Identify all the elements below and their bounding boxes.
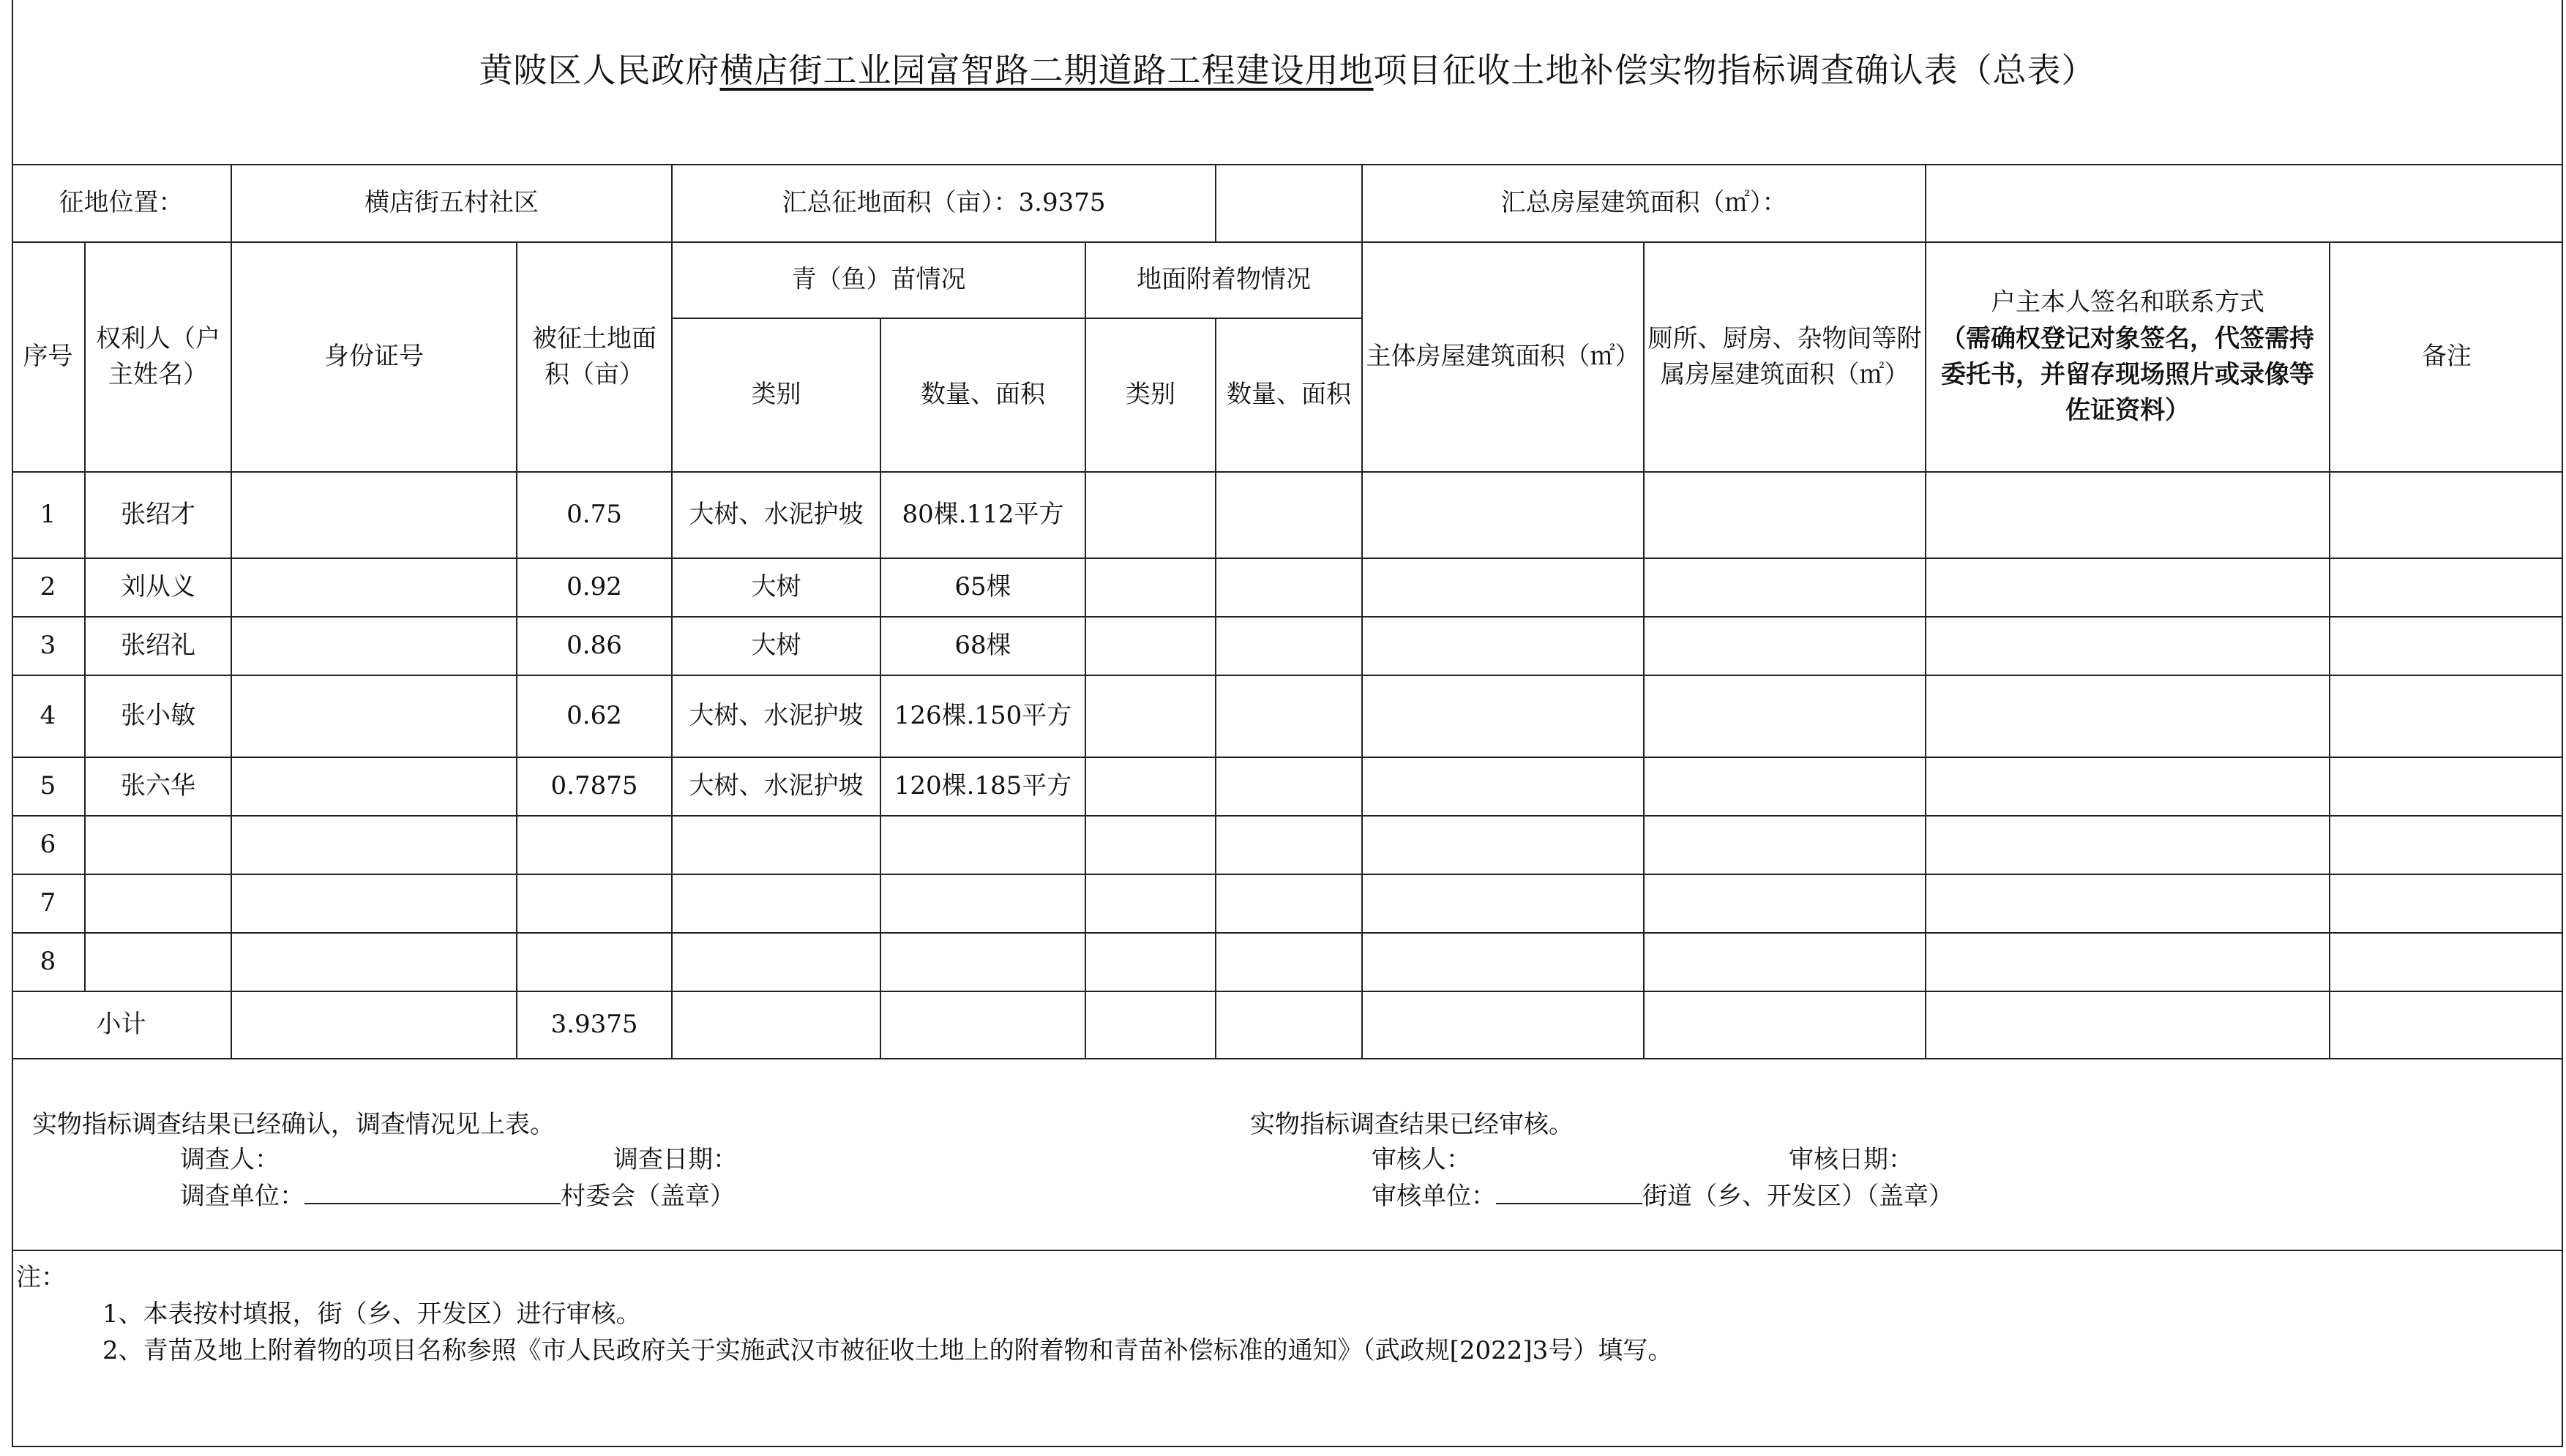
row-remark[interactable]: [2330, 874, 2563, 933]
row-seq: 1: [12, 472, 85, 558]
row-main-house-area: [1362, 472, 1644, 558]
row-id-number: [231, 558, 517, 617]
table-row: [12, 472, 2563, 558]
row-seedling-type: 大树、水泥护坡: [672, 675, 880, 757]
row-attachment-type: [1085, 617, 1216, 675]
row-signature[interactable]: [1926, 816, 2330, 874]
row-signature[interactable]: [1926, 558, 2330, 617]
building-area-value: [1926, 165, 2563, 242]
survey-table: [12, 164, 2563, 1059]
subtotal-label: 小计: [12, 991, 231, 1059]
subtotal-row: [12, 991, 2563, 1059]
table-row: [12, 757, 2563, 816]
row-seq: 2: [12, 558, 85, 617]
row-attachment-qty: [1216, 933, 1362, 991]
row-aux-house-area: [1644, 472, 1926, 558]
row-signature[interactable]: [1926, 757, 2330, 816]
row-remark[interactable]: [2330, 617, 2563, 675]
row-id-number: [231, 757, 517, 816]
row-seedling-qty: 126棵.150平方: [880, 675, 1085, 757]
header-id-number: 身份证号: [231, 242, 517, 472]
row-id-number: [231, 675, 517, 757]
signature-title: 户主本人签名和联系方式: [1991, 288, 2264, 318]
investigator-label: 调查人：: [180, 1145, 280, 1174]
header-seedling-qty: 数量、面积: [880, 318, 1085, 472]
row-aux-house-area: [1644, 757, 1926, 816]
row-remark[interactable]: [2330, 675, 2563, 757]
reviewer-label: 审核人：: [1372, 1145, 1471, 1174]
row-signature[interactable]: [1926, 675, 2330, 757]
row-seedling-qty: 120棵.185平方: [880, 757, 1085, 816]
subtotal-cell: [672, 991, 880, 1059]
row-remark[interactable]: [2330, 472, 2563, 558]
row-seq: 4: [12, 675, 85, 757]
row-seedling-type: [672, 874, 880, 933]
row-seedling-qty: 68棵: [880, 617, 1085, 675]
investigation-unit: [180, 1176, 735, 1212]
row-aux-house-area: [1644, 816, 1926, 874]
row-aux-house-area: [1644, 874, 1926, 933]
info-row: [12, 165, 2563, 242]
row-land-area: 0.75: [517, 472, 672, 558]
header-seedling-type: 类别: [672, 318, 880, 472]
row-main-house-area: [1362, 757, 1644, 816]
review-date-label: 审核日期：: [1789, 1145, 1913, 1174]
row-seedling-qty: [880, 933, 1085, 991]
note-item-1: 1、本表按村填报，街（乡、开发区）进行审核。: [102, 1299, 641, 1329]
row-land-area: [517, 874, 672, 933]
row-seedling-type: 大树、水泥护坡: [672, 472, 880, 558]
row-main-house-area: [1362, 558, 1644, 617]
row-owner: 张六华: [85, 757, 231, 816]
row-owner: [85, 874, 231, 933]
row-attachment-type: [1085, 933, 1216, 991]
row-owner: 张绍才: [85, 472, 231, 558]
row-main-house-area: [1362, 816, 1644, 874]
subtotal-cell: [1216, 991, 1362, 1059]
header-seedling-group: 青（鱼）苗情况: [672, 242, 1085, 318]
row-seedling-qty: [880, 816, 1085, 874]
row-main-house-area: [1362, 874, 1644, 933]
row-remark[interactable]: [2330, 757, 2563, 816]
header-owner: 权利人（户主姓名）: [85, 242, 231, 472]
investigation-unit-suffix: 村委会（盖章）: [561, 1182, 735, 1211]
row-seq: 6: [12, 816, 85, 874]
investigation-date-label: 调查日期：: [613, 1145, 738, 1174]
location-label: 征地位置：: [12, 165, 231, 242]
row-owner: 刘从义: [85, 558, 231, 617]
row-land-area: 0.92: [517, 558, 672, 617]
row-attachment-type: [1085, 816, 1216, 874]
row-seedling-qty: [880, 874, 1085, 933]
row-id-number: [231, 816, 517, 874]
building-area-label: 汇总房屋建筑面积（㎡）：: [1362, 165, 1926, 242]
row-seedling-type: 大树、水泥护坡: [672, 757, 880, 816]
table-row: [12, 617, 2563, 675]
table-row: [12, 933, 2563, 991]
table-row: [12, 816, 2563, 874]
row-owner: 张绍礼: [85, 617, 231, 675]
signature-note: （需确权登记对象签名，代签需持委托书，并留存现场照片或录像等佐证资料）: [1941, 323, 2314, 426]
review-unit-blank[interactable]: [1496, 1181, 1642, 1204]
review-unit-label: 审核单位：: [1372, 1182, 1496, 1211]
row-attachment-qty: [1216, 558, 1362, 617]
review-unit: [1372, 1176, 1953, 1212]
data-rows: [12, 472, 2563, 991]
row-main-house-area: [1362, 933, 1644, 991]
header-main-house-area: 主体房屋建筑面积（㎡）: [1362, 242, 1644, 472]
total-area-label: 汇总征地面积（亩）：3.9375: [672, 165, 1216, 242]
investigation-confirm-text: 实物指标调查结果已经确认，调查情况见上表。: [32, 1110, 555, 1139]
row-seq: 7: [12, 874, 85, 933]
row-owner: [85, 933, 231, 991]
notes-divider: [12, 1250, 2563, 1251]
row-seedling-type: 大树: [672, 558, 880, 617]
row-seedling-qty: 80棵.112平方: [880, 472, 1085, 558]
row-attachment-type: [1085, 757, 1216, 816]
review-confirm-text: 实物指标调查结果已经审核。: [1250, 1110, 1574, 1139]
info-empty-cell: [1216, 165, 1362, 242]
row-signature[interactable]: [1926, 874, 2330, 933]
row-main-house-area: [1362, 675, 1644, 757]
table-row: [12, 675, 2563, 757]
subtotal-cell: [880, 991, 1085, 1059]
subtotal-cell: [1362, 991, 1644, 1059]
row-land-area: 0.7875: [517, 757, 672, 816]
row-attachment-qty: [1216, 816, 1362, 874]
row-attachment-type: [1085, 472, 1216, 558]
row-land-area: [517, 933, 672, 991]
row-signature[interactable]: [1926, 617, 2330, 675]
row-attachment-qty: [1216, 675, 1362, 757]
row-aux-house-area: [1644, 933, 1926, 991]
row-seedling-type: [672, 933, 880, 991]
note-item-2: 2、青苗及地上附着物的项目名称参照《市人民政府关于实施武汉市被征收土地上的附着物和青苗补偿标准的通知》（武政规[2022]3号）填写。: [102, 1336, 1673, 1365]
row-attachment-type: [1085, 558, 1216, 617]
row-signature[interactable]: [1926, 472, 2330, 558]
row-seq: 3: [12, 617, 85, 675]
row-attachment-qty: [1216, 617, 1362, 675]
row-owner: 张小敏: [85, 675, 231, 757]
row-attachment-type: [1085, 675, 1216, 757]
subtotal-area: 3.9375: [517, 991, 672, 1059]
row-signature[interactable]: [1926, 933, 2330, 991]
title-prefix: 黄陂区人民政府: [479, 50, 720, 90]
row-id-number: [231, 472, 517, 558]
subtotal-cell: [1644, 991, 1926, 1059]
table-row: [12, 558, 2563, 617]
row-aux-house-area: [1644, 617, 1926, 675]
header-remark: 备注: [2330, 242, 2563, 472]
title-suffix: 项目征收土地补偿实物指标调查确认表（总表）: [1373, 50, 2096, 90]
row-remark[interactable]: [2330, 558, 2563, 617]
row-id-number: [231, 617, 517, 675]
row-attachment-type: [1085, 874, 1216, 933]
row-seq: 8: [12, 933, 85, 991]
subtotal-cell: [1085, 991, 1216, 1059]
header-land-area: 被征土地面积（亩）: [517, 242, 672, 472]
header-attachment-group: 地面附着物情况: [1085, 242, 1362, 318]
location-value: 横店街五村社区: [231, 165, 672, 242]
row-land-area: [517, 816, 672, 874]
header-row-1: [12, 242, 2563, 318]
subtotal-cell: [1926, 991, 2330, 1059]
row-main-house-area: [1362, 617, 1644, 675]
table-row: [12, 874, 2563, 933]
row-remark[interactable]: [2330, 933, 2563, 991]
row-aux-house-area: [1644, 675, 1926, 757]
header-attachment-qty: 数量、面积: [1216, 318, 1362, 472]
header-attachment-type: 类别: [1085, 318, 1216, 472]
row-attachment-qty: [1216, 472, 1362, 558]
page-title: [12, 44, 2563, 92]
row-seedling-type: 大树: [672, 617, 880, 675]
subtotal-cell: [2330, 991, 2563, 1059]
notes-label: 注：: [16, 1263, 66, 1292]
row-id-number: [231, 874, 517, 933]
header-seq: 序号: [12, 242, 85, 472]
subtotal-id-cell: [231, 991, 517, 1059]
investigation-unit-label: 调查单位：: [180, 1182, 304, 1211]
row-land-area: 0.86: [517, 617, 672, 675]
row-id-number: [231, 933, 517, 991]
row-aux-house-area: [1644, 558, 1926, 617]
title-project-name: 横店街工业园富智路二期道路工程建设用地: [719, 50, 1374, 90]
investigation-unit-blank[interactable]: [304, 1181, 561, 1204]
header-signature: [1926, 242, 2330, 472]
row-owner: [85, 816, 231, 874]
review-unit-suffix: 街道（乡、开发区）（盖章）: [1642, 1182, 1953, 1211]
row-attachment-qty: [1216, 874, 1362, 933]
header-aux-house-area: 厕所、厨房、杂物间等附属房屋建筑面积（㎡）: [1644, 242, 1926, 472]
row-seedling-qty: 65棵: [880, 558, 1085, 617]
row-attachment-qty: [1216, 757, 1362, 816]
row-land-area: 0.62: [517, 675, 672, 757]
row-seedling-type: [672, 816, 880, 874]
row-remark[interactable]: [2330, 816, 2563, 874]
row-seq: 5: [12, 757, 85, 816]
